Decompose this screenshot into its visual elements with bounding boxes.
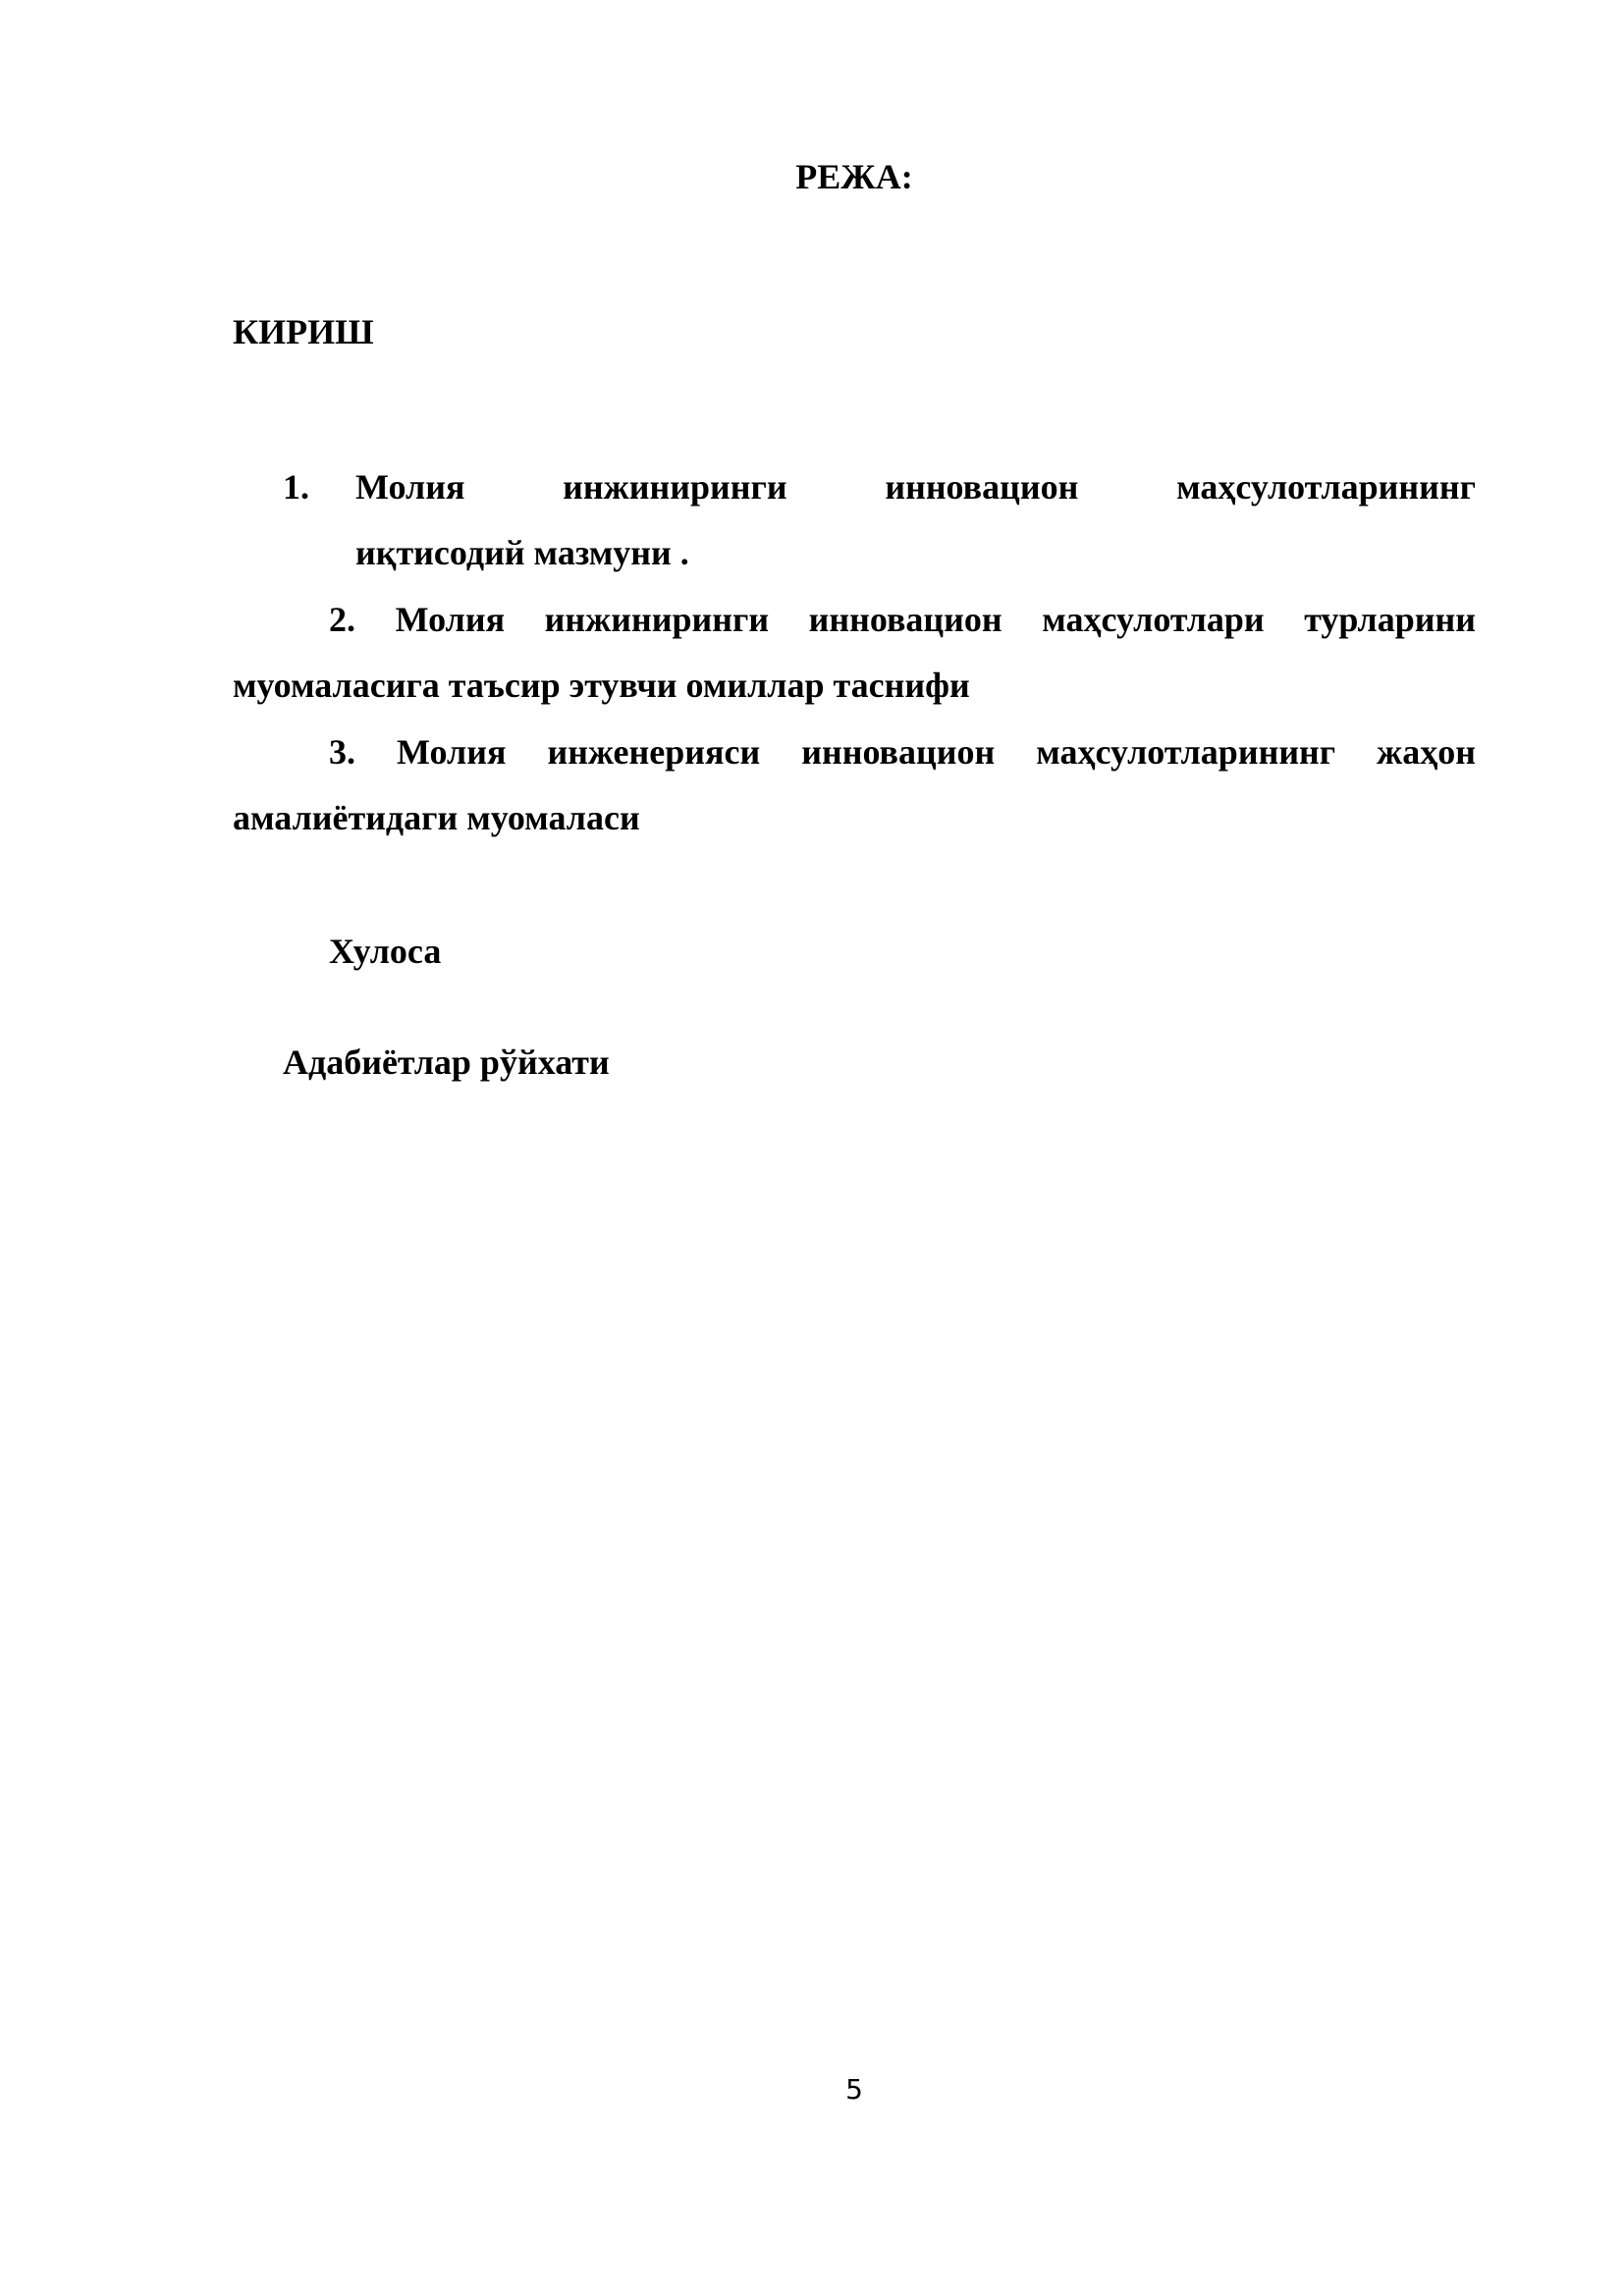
page-title: РЕЖА: bbox=[795, 157, 913, 196]
plan-item-2 bbox=[233, 598, 1476, 707]
section-references: Адабиётлар рўйхати bbox=[283, 1042, 610, 1082]
section-conclusion: Хулоса bbox=[329, 932, 442, 971]
plan-item-1-number: 1. bbox=[283, 467, 309, 507]
plan-item-1-text bbox=[355, 465, 1476, 574]
plan-item-3 bbox=[233, 730, 1476, 839]
plan-item-1-line-1: Молия инжиниринги инновацион маҳсулотларининг bbox=[355, 467, 1476, 507]
plan-item-3-line-1: 3. Молия инженерияси инновацион маҳсулотларининг жаҳон bbox=[329, 732, 1476, 772]
plan-item-2-line-1: 2. Молия инжиниринги инновацион маҳсулотлари турларини bbox=[329, 600, 1476, 639]
plan-item-2-line-2: муомаласига таъсир этувчи омиллар таснифи bbox=[233, 666, 970, 705]
plan-item-1-line-2: иқтисодий мазмуни . bbox=[355, 533, 689, 572]
plan-item-3-line-2: амалиётидаги муомаласи bbox=[233, 798, 640, 837]
page-number: 5 bbox=[845, 2073, 863, 2106]
section-introduction: КИРИШ bbox=[233, 312, 374, 351]
